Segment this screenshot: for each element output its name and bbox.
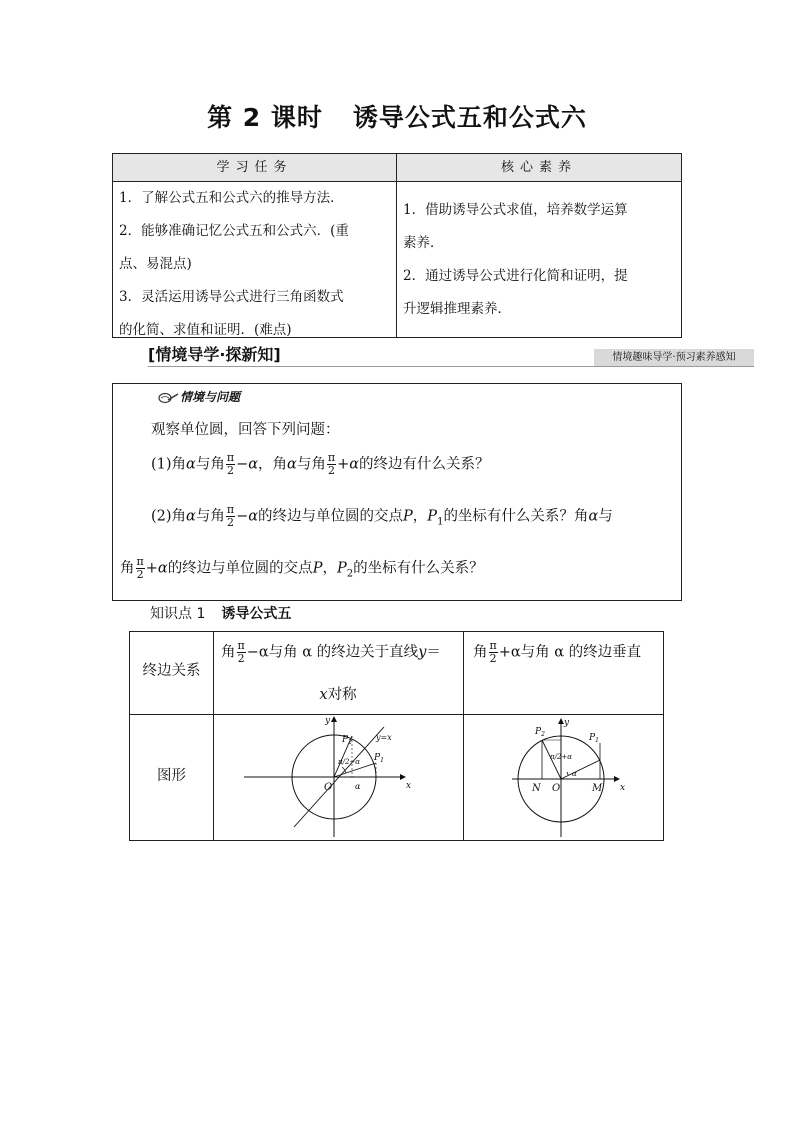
lesson-number: 第 2 课时 bbox=[207, 103, 323, 132]
knowledge-point-heading bbox=[150, 603, 291, 623]
situation-heading-text: 情境与问题 bbox=[180, 390, 241, 404]
banner-divider bbox=[148, 366, 754, 367]
angle-arc bbox=[567, 772, 568, 775]
cell-formula-six-relation: 角 $\frac{\pi}{2}$ +α与角 α 的终边垂直 bbox=[473, 639, 642, 665]
lesson-name: 诱导公式五和公式六 bbox=[352, 103, 587, 132]
header-core-literacy: 核心素养 bbox=[397, 154, 681, 182]
row-label-figure: 图形 bbox=[157, 768, 186, 784]
literacy-line: 1．借助诱导公式求值，培养数学运算 bbox=[403, 202, 628, 218]
label-alpha: α bbox=[355, 782, 361, 791]
pen-icon bbox=[158, 392, 180, 404]
literacy-line: 素养． bbox=[403, 235, 444, 251]
header-learning-task: 学习任务 bbox=[113, 154, 397, 182]
label-m: M bbox=[592, 783, 603, 794]
section-banner-tag: 情境趣味导学·预习素养感知 bbox=[594, 349, 754, 366]
literacy-line: 升逻辑推理素养． bbox=[403, 301, 511, 317]
page-title bbox=[0, 98, 794, 134]
task-table bbox=[112, 153, 682, 338]
label-origin: O bbox=[552, 783, 561, 794]
cell-formula-five-relation: 角 $\frac{\pi}{2}$ −α与角 α 的终边关于直线y＝ bbox=[221, 639, 441, 665]
label-x: x bbox=[620, 783, 626, 793]
question-1: (1)角α与角 $\frac{\pi}{2}$ −α，角α与角 $\frac{\pi}{2}$ +α的终边有什么关系？ bbox=[151, 451, 490, 477]
label-n: N bbox=[532, 783, 541, 794]
label-p2: $P_2$ bbox=[342, 735, 352, 746]
section-banner-title: [情境导学·探新知] bbox=[148, 345, 281, 364]
label-x: x bbox=[406, 781, 412, 791]
knowledge-point-name: 诱导公式五 bbox=[221, 606, 292, 622]
x-axis-arrow bbox=[400, 774, 406, 780]
literacy-line: 2．通过诱导公式进行化简和证明，提 bbox=[403, 268, 628, 284]
fraction-pi-over-2: $\frac{\pi}{2}$ bbox=[226, 503, 235, 529]
fraction-pi-over-2: $\frac{\pi}{2}$ bbox=[237, 639, 245, 665]
label-angle: π/2+α bbox=[550, 753, 573, 761]
formula-table bbox=[129, 631, 664, 841]
task-line: 2．能够准确记忆公式五和公式六．(重 bbox=[119, 223, 349, 239]
figure-formula-six bbox=[464, 715, 664, 840]
fraction-pi-over-2: $\frac{\pi}{2}$ bbox=[327, 451, 336, 477]
label-origin: O bbox=[324, 782, 333, 793]
knowledge-point-label: 知识点 1 bbox=[150, 606, 206, 622]
question-2: (2)角α与角 $\frac{\pi}{2}$ −α的终边与单位圆的交点P，$P_1$的坐标有什么关系？角α与 bbox=[151, 503, 613, 529]
label-p2: $P_2$ bbox=[535, 727, 545, 738]
task-line: 的化简、求值和证明．(难点) bbox=[119, 322, 292, 338]
fraction-pi-over-2: $\frac{\pi}{2}$ bbox=[226, 451, 235, 477]
task-line: 3．灵活运用诱导公式进行三角函数式 bbox=[119, 289, 344, 305]
fraction-pi-over-2: $\frac{\pi}{2}$ bbox=[136, 555, 144, 581]
core-literacy-cell bbox=[397, 182, 681, 337]
task-line: 1．了解公式五和公式六的推导方法． bbox=[119, 190, 344, 206]
label-y-equals-x: y=x bbox=[376, 733, 392, 742]
x-axis-arrow bbox=[614, 776, 620, 782]
terminal-side-p1 bbox=[561, 760, 600, 779]
label-y: y bbox=[564, 718, 570, 728]
task-line: 点、易混点) bbox=[119, 256, 192, 272]
y-axis-arrow bbox=[331, 716, 337, 722]
cell-formula-five-relation-cont: x对称 bbox=[319, 687, 357, 703]
label-angle: π/2−α bbox=[338, 758, 361, 766]
situation-heading bbox=[158, 388, 240, 405]
label-p1: $P_1$ bbox=[374, 753, 384, 764]
figure-formula-five bbox=[214, 715, 462, 840]
label-y: y bbox=[325, 716, 331, 726]
row-label-terminal-relation: 终边关系 bbox=[142, 663, 201, 679]
fraction-pi-over-2: $\frac{\pi}{2}$ bbox=[489, 639, 497, 665]
learning-task-cell bbox=[113, 182, 397, 337]
label-alpha: α bbox=[572, 770, 577, 778]
situation-intro: 观察单位圆，回答下列问题： bbox=[151, 422, 340, 438]
label-p1: $P_1$ bbox=[589, 733, 599, 744]
question-2-continued: 角 $\frac{\pi}{2}$ +α的终边与单位圆的交点P，$P_2$的坐标有什么关系？ bbox=[120, 555, 484, 581]
